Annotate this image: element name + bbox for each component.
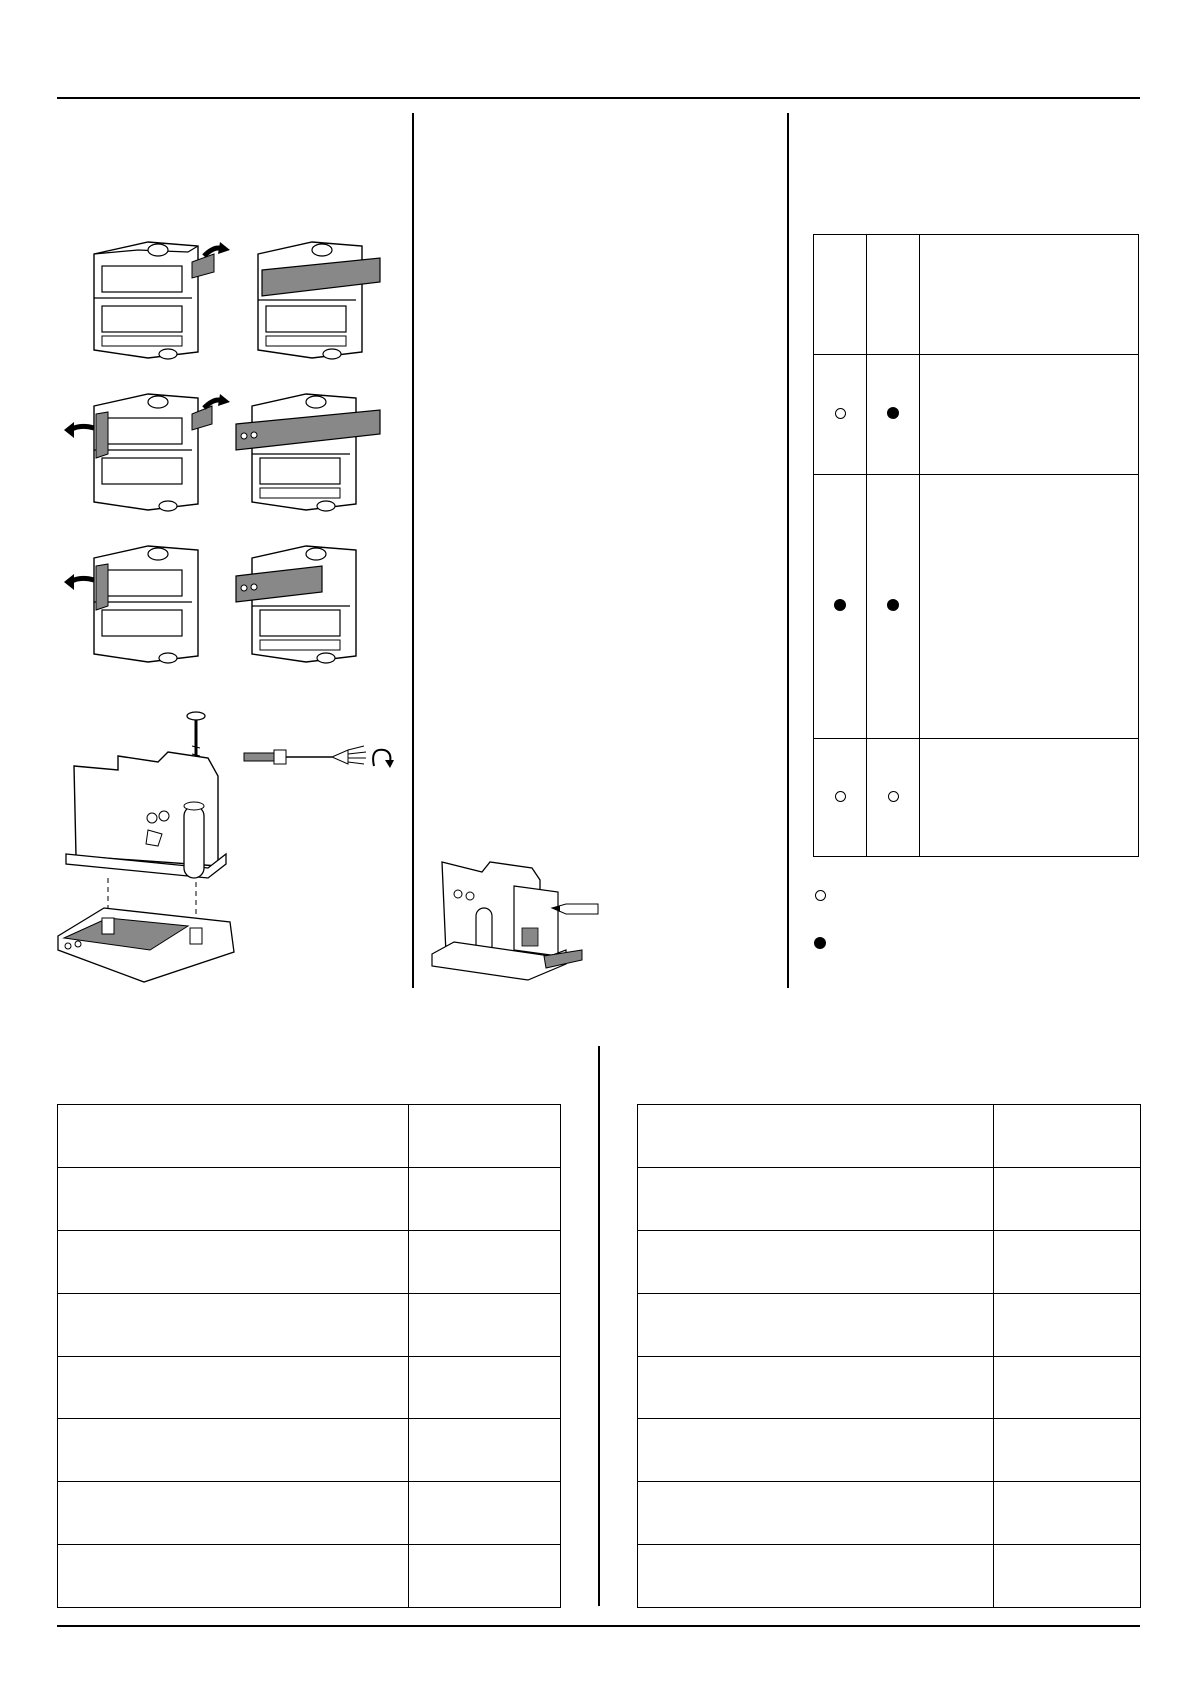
module-with-left-cover-illustration — [232, 536, 394, 666]
table-row — [58, 1230, 561, 1293]
status-description — [920, 355, 1139, 475]
led-off-icon — [888, 791, 899, 802]
status-description — [920, 739, 1139, 857]
led1-header — [814, 235, 867, 355]
right-table — [637, 1104, 1141, 1608]
table-row — [638, 1167, 1141, 1230]
table-row — [814, 739, 1139, 857]
led-off-icon — [815, 890, 826, 901]
module-with-cover-illustration — [252, 232, 394, 362]
footer-rule — [57, 1625, 1140, 1627]
table-row — [58, 1356, 561, 1419]
table-row — [814, 355, 1139, 475]
indicator-table — [813, 234, 1139, 857]
column-divider-2 — [787, 113, 789, 988]
legend-item-on — [814, 936, 834, 950]
table-row — [58, 1482, 561, 1545]
table-row — [638, 1419, 1141, 1482]
table-row — [638, 1545, 1141, 1608]
table-row — [638, 1293, 1141, 1356]
led-on-icon — [834, 599, 846, 611]
led-off-icon — [835, 408, 846, 419]
table-row — [58, 1105, 561, 1168]
legend-item-off — [815, 888, 834, 902]
table-row — [638, 1105, 1141, 1168]
led-on-icon — [887, 599, 899, 611]
screwdriver-tightening-icon — [244, 744, 394, 770]
table-row — [58, 1293, 561, 1356]
led-on-icon — [814, 937, 826, 949]
module-label-marker-illustration — [432, 854, 598, 986]
module-left-cover-removal-illustration — [60, 536, 232, 666]
table-row — [58, 1167, 561, 1230]
column-divider-3 — [598, 1046, 600, 1606]
indicator-table-header — [814, 235, 1139, 355]
table-row — [638, 1482, 1141, 1545]
led-on-icon — [887, 407, 899, 419]
status-description — [920, 475, 1139, 739]
header-rule — [57, 97, 1140, 99]
module-cover-removal-both-sides-illustration — [60, 384, 232, 514]
table-row — [58, 1545, 561, 1608]
table-row — [638, 1230, 1141, 1293]
table-row — [814, 475, 1139, 739]
led2-header — [867, 235, 920, 355]
module-cover-removal-illustration — [88, 232, 230, 362]
table-row — [638, 1356, 1141, 1419]
description-header — [920, 235, 1139, 355]
left-table — [57, 1104, 561, 1608]
led-off-icon — [835, 791, 846, 802]
module-with-extended-cover-illustration — [232, 384, 394, 514]
column-divider-1 — [412, 113, 414, 988]
module-screw-mounting-illustration — [58, 706, 244, 982]
table-row — [58, 1419, 561, 1482]
